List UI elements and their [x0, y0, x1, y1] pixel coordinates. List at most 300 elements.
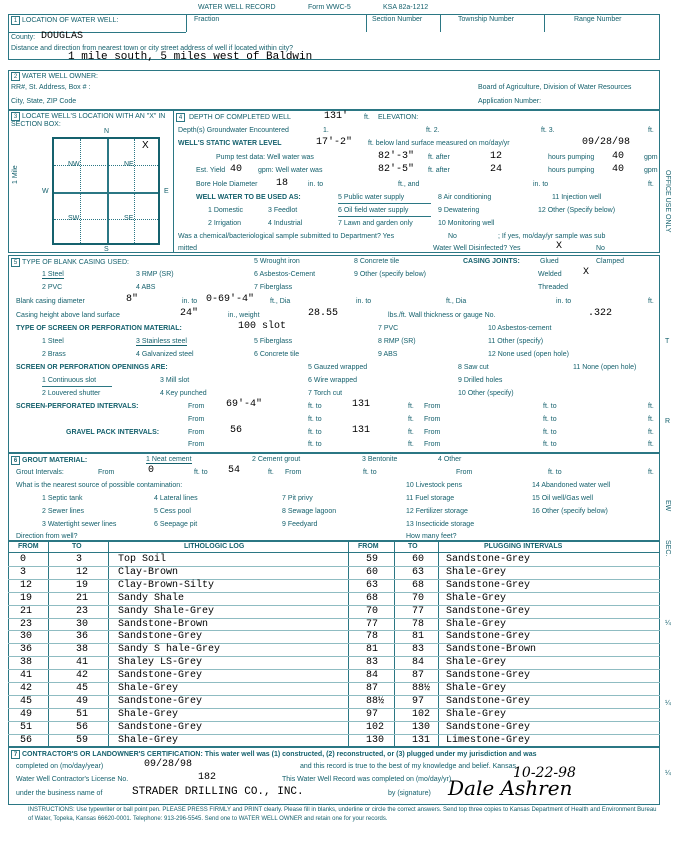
- license-value[interactable]: 182: [198, 772, 217, 783]
- log-cell-to[interactable]: 30: [76, 618, 89, 630]
- log-cell-to[interactable]: 41: [76, 657, 89, 669]
- opening-saw-cut[interactable]: 8 Saw cut: [458, 364, 489, 371]
- log-cell-to[interactable]: 59: [76, 734, 89, 746]
- log-cell-lithology[interactable]: Shaley LS-Grey: [118, 657, 203, 669]
- gp-to-label-4: ft. to: [543, 441, 557, 448]
- log-cell-plug-to[interactable]: 78: [412, 618, 425, 630]
- grout-bentonite[interactable]: 3 Bentonite: [362, 456, 398, 463]
- log-cell-from[interactable]: 0: [20, 554, 27, 565]
- log-cell-lithology[interactable]: Sandstone-Brown: [118, 618, 209, 630]
- log-cell-to[interactable]: 12: [76, 566, 89, 578]
- county-label: County:: [11, 34, 36, 41]
- log-cell-lithology[interactable]: Top Soil: [118, 554, 167, 565]
- log-cell-lithology[interactable]: Sandy Shale-Grey: [118, 605, 215, 617]
- screen-material-label: TYPE OF SCREEN OR PERFORATION MATERIAL:: [16, 325, 182, 332]
- screen-steel[interactable]: 1 Steel: [42, 338, 64, 345]
- log-cell-plug-to[interactable]: 84: [412, 657, 425, 669]
- distance-label: Distance and direction from nearest town or city street address of well if located within city?: [11, 45, 294, 52]
- log-cell-plugging[interactable]: Sandstone-Brown: [446, 644, 537, 656]
- log-cell-to[interactable]: 45: [76, 683, 89, 694]
- sp-to-label-2: ft. to: [543, 403, 557, 410]
- gi-from-label-3: From: [456, 469, 473, 476]
- source-seepage[interactable]: 6 Seepage pit: [154, 521, 198, 528]
- board-text: Board of Agriculture, Division of Water Resources: [478, 84, 632, 91]
- log-cell-to[interactable]: 38: [76, 644, 89, 656]
- use-air-conditioning[interactable]: 8 Air conditioning: [438, 194, 492, 201]
- log-cell-plugging[interactable]: Sandstone-Grey: [446, 554, 531, 565]
- grid-west-label: W: [42, 188, 49, 195]
- log-cell-plugging[interactable]: Shale-Grey: [446, 566, 507, 578]
- opening-continuous[interactable]: 1 Continuous slot: [42, 377, 97, 384]
- record-completed-value[interactable]: 10-22-98: [513, 765, 576, 781]
- log-cell-plug-from[interactable]: 130: [366, 734, 385, 746]
- gi-to-label-3: ft. to: [548, 469, 562, 476]
- log-cell-plug-from[interactable]: 102: [366, 721, 385, 733]
- chem-sample-tail: ; If yes, mo/day/yr sample was sub: [498, 233, 606, 240]
- casing-asbestos[interactable]: 6 Asbestos-Cement: [254, 271, 316, 278]
- bore-in-to-2: in. to: [533, 181, 549, 188]
- county-value[interactable]: DOUGLAS: [41, 31, 84, 42]
- log-header-from: FROM: [18, 543, 39, 550]
- log-cell-plug-to[interactable]: 68: [412, 579, 425, 591]
- joint-glued[interactable]: Glued: [540, 258, 559, 265]
- log-cell-from[interactable]: 19: [20, 592, 33, 604]
- log-cell-from[interactable]: 41: [20, 670, 33, 682]
- joint-welded[interactable]: Welded: [538, 271, 562, 278]
- table-row: [8, 592, 660, 605]
- city-state-zip-label: City, State, ZIP Code: [11, 98, 77, 105]
- screen-none[interactable]: 12 None used (open hole): [488, 351, 569, 358]
- sp-from-label-3: From: [188, 416, 205, 423]
- log-cell-plugging[interactable]: Limestone-Grey: [446, 734, 531, 746]
- log-cell-from[interactable]: 21: [20, 605, 33, 617]
- log-cell-plug-to[interactable]: 88½: [412, 683, 431, 694]
- log-cell-plug-from[interactable]: 68: [366, 592, 379, 604]
- log-cell-from[interactable]: 38: [20, 657, 33, 669]
- bore-diameter-value[interactable]: 18: [276, 178, 289, 189]
- table-row: [8, 566, 660, 579]
- business-name-label: under the business name of: [16, 790, 103, 797]
- disinfected-no[interactable]: No: [596, 245, 605, 252]
- gi-to-value[interactable]: 54: [228, 465, 241, 476]
- casing-abs[interactable]: 4 ABS: [136, 284, 156, 291]
- log-cell-lithology[interactable]: Clay-Brown-Silty: [118, 579, 215, 591]
- grid-east-label: E: [164, 188, 169, 195]
- grout-neat-cement[interactable]: 1 Neat cement: [146, 456, 192, 463]
- log-cell-plugging[interactable]: Sandstone-Grey: [446, 721, 531, 733]
- opening-torch-cut[interactable]: 7 Torch cut: [308, 390, 343, 397]
- joint-clamped[interactable]: Clamped: [596, 258, 625, 265]
- log-cell-plug-to[interactable]: 102: [412, 708, 431, 720]
- section-location-grid[interactable]: [52, 137, 160, 245]
- opening-gauzed[interactable]: 5 Gauzed wrapped: [308, 364, 368, 371]
- gp-from-label-2: From: [424, 429, 441, 436]
- gi-ft: ft.: [268, 469, 274, 476]
- log-cell-to[interactable]: 21: [76, 592, 89, 604]
- use-industrial[interactable]: 4 Industrial: [268, 220, 303, 227]
- use-dewatering[interactable]: 9 Dewatering: [438, 207, 480, 214]
- gravel-intervals-label: GRAVEL PACK INTERVALS:: [66, 429, 160, 436]
- log-cell-plug-to[interactable]: 130: [412, 721, 431, 733]
- pump-test-gpm[interactable]: 40: [612, 151, 625, 162]
- log-cell-to[interactable]: 23: [76, 605, 89, 617]
- log-cell-plugging[interactable]: Shale-Grey: [446, 708, 507, 720]
- use-oil-field[interactable]: 6 Oil field water supply: [338, 207, 409, 214]
- blank-ft-dia: ft., Dia: [270, 298, 291, 305]
- log-cell-plug-to[interactable]: 131: [412, 734, 431, 746]
- grid-south-label: S: [104, 246, 109, 253]
- log-cell-lithology[interactable]: Sandy Shale: [118, 592, 185, 604]
- log-cell-lithology[interactable]: Sandstone-Grey: [118, 670, 203, 682]
- log-cell-plug-from[interactable]: 60: [366, 566, 379, 578]
- screen-other[interactable]: 11 Other (specify): [488, 338, 544, 345]
- source-lateral[interactable]: 4 Lateral lines: [154, 495, 198, 502]
- log-cell-plugging[interactable]: Sandstone-Grey: [446, 579, 531, 591]
- gp-ft-1: ft.: [408, 429, 414, 436]
- log-cell-from[interactable]: 30: [20, 631, 33, 643]
- grid-ne-label: NE: [124, 161, 134, 168]
- log-cell-plug-from[interactable]: 88½: [366, 695, 385, 707]
- sidebar-sec: SEC.: [664, 540, 671, 557]
- completed-tail: and this record is true to the best of my knowledge and belief. Kansas: [300, 763, 516, 770]
- depth-value[interactable]: 131': [324, 111, 349, 122]
- chem-sample-label: Was a chemical/bacteriological sample submitted to Department? Yes: [178, 233, 395, 240]
- groundwater-2: ft. 2.: [426, 127, 440, 134]
- log-cell-lithology[interactable]: Shale-Grey: [118, 734, 179, 746]
- gi-ft-3: ft.: [648, 469, 654, 476]
- joint-welded-x[interactable]: X: [583, 267, 590, 278]
- screen-pvc[interactable]: 7 PVC: [378, 325, 399, 332]
- screen-asbestos[interactable]: 10 Asbestos-cement: [488, 325, 552, 332]
- est-yield-level[interactable]: 82'-5": [378, 164, 415, 175]
- screen-galvanized[interactable]: 4 Galvanized steel: [136, 351, 194, 358]
- screen-concrete[interactable]: 6 Concrete tile: [254, 351, 300, 358]
- groundwater-label: Depth(s) Groundwater Encountered: [178, 127, 289, 134]
- source-abandoned[interactable]: 14 Abandoned water well: [532, 482, 611, 489]
- water-use-label: WELL WATER TO BE USED AS:: [196, 194, 301, 201]
- log-cell-plugging[interactable]: Sandstone-Grey: [446, 670, 531, 682]
- gp-to-label-3: ft. to: [308, 441, 322, 448]
- grout-cement[interactable]: 2 Cement grout: [252, 456, 301, 463]
- log-cell-plug-from[interactable]: 78: [366, 631, 379, 643]
- opening-mill-slot[interactable]: 3 Mill slot: [160, 377, 190, 384]
- log-cell-plug-from[interactable]: 87: [366, 683, 379, 694]
- gp-to-label-2: ft. to: [543, 429, 557, 436]
- screen-rmp[interactable]: 8 RMP (SR): [378, 338, 416, 345]
- log-cell-plug-to[interactable]: 87: [412, 670, 425, 682]
- log-cell-plug-from[interactable]: 63: [366, 579, 379, 591]
- static-level-label: WELL'S STATIC WATER LEVEL: [178, 140, 282, 147]
- log-cell-plugging[interactable]: Shale-Grey: [446, 618, 507, 630]
- source-pit-privy[interactable]: 7 Pit privy: [282, 495, 313, 502]
- table-row: [8, 630, 660, 643]
- gi-to-label-2: ft. to: [363, 469, 377, 476]
- source-sewer[interactable]: 2 Sewer lines: [42, 508, 85, 515]
- source-other[interactable]: 16 Other (specify below): [532, 508, 608, 515]
- casing-other[interactable]: 9 Other (specify below): [354, 271, 426, 278]
- source-fuel[interactable]: 11 Fuel storage: [406, 495, 455, 502]
- casing-concrete-tile[interactable]: 8 Concrete tile: [354, 258, 400, 265]
- form-number: Form WWC-5: [308, 4, 351, 11]
- sp-to-value-1[interactable]: 131: [352, 399, 371, 410]
- blank-diameter-value[interactable]: 8": [126, 294, 139, 305]
- form-title: WATER WELL RECORD: [198, 4, 276, 11]
- log-cell-from[interactable]: 42: [20, 683, 33, 694]
- log-cell-from[interactable]: 45: [20, 695, 33, 707]
- signature-label: by (signature): [388, 790, 431, 797]
- use-injection-well[interactable]: 11 Injection well: [552, 194, 602, 201]
- log-cell-lithology[interactable]: Sandy S hale-Grey: [118, 644, 221, 656]
- table-row: [8, 605, 660, 618]
- log-cell-to[interactable]: 51: [76, 708, 89, 720]
- groundwater-ft: ft.: [648, 127, 654, 134]
- table-row: [8, 656, 660, 669]
- sidebar-r: R: [665, 418, 671, 425]
- completed-label: completed on (mo/day/year): [16, 763, 104, 770]
- sp-from-value-1[interactable]: 69'-4": [226, 399, 263, 410]
- blank-ft-dia-2: ft., Dia: [446, 298, 467, 305]
- log-cell-plug-from[interactable]: 77: [366, 618, 379, 630]
- screen-fiberglass[interactable]: 5 Fiberglass: [254, 338, 293, 345]
- use-lawn-garden[interactable]: 7 Lawn and garden only: [338, 220, 413, 227]
- screen-brass[interactable]: 2 Brass: [42, 351, 66, 358]
- gi-from-label-2: From: [285, 469, 302, 476]
- sp-ft-2: ft.: [648, 403, 654, 410]
- casing-gauge-label: lbs./ft. Wall thickness or gauge No.: [388, 312, 496, 319]
- township-label: Township Number: [458, 16, 515, 23]
- gi-from-label: From: [98, 469, 115, 476]
- table-row: [8, 643, 660, 656]
- screen-material-value[interactable]: 100 slot: [238, 321, 287, 332]
- est-yield-after: ft. after: [428, 167, 450, 174]
- log-cell-to[interactable]: 56: [76, 721, 89, 733]
- opening-none[interactable]: 11 None (open hole): [573, 364, 637, 371]
- blank-in-to-3: in. to: [556, 298, 572, 305]
- pump-test-hours[interactable]: 12: [490, 151, 503, 162]
- use-public-water[interactable]: 5 Public water supply: [338, 194, 405, 201]
- section-number-label: Section Number: [372, 16, 423, 23]
- casing-type-label: 5 TYPE OF BLANK CASING USED:: [11, 258, 129, 267]
- gp-ft-3: ft.: [408, 441, 414, 448]
- log-cell-lithology[interactable]: Shale-Grey: [118, 708, 179, 720]
- chem-sample-mitted: mitted: [178, 245, 198, 252]
- grout-intervals-label: Grout Intervals:: [16, 469, 64, 476]
- sidebar-t: T: [665, 338, 670, 345]
- log-cell-plugging[interactable]: Shale-Grey: [446, 657, 507, 669]
- blank-to-value[interactable]: 0-69'-4": [206, 294, 255, 305]
- log-cell-plug-to[interactable]: 60: [412, 554, 425, 565]
- log-header-from-2: FROM: [358, 543, 379, 550]
- opening-other[interactable]: 10 Other (specify): [458, 390, 514, 397]
- sp-to-label-4: ft. to: [543, 416, 557, 423]
- use-other[interactable]: 12 Other (Specify below): [538, 207, 616, 214]
- gp-ft-2: ft.: [648, 429, 654, 436]
- source-lagoon[interactable]: 8 Sewage lagoon: [282, 508, 337, 515]
- casing-rmp[interactable]: 3 RMP (SR): [136, 271, 174, 278]
- casing-fiberglass[interactable]: 7 Fiberglass: [254, 284, 293, 291]
- section-3-label: 3 LOCATE WELL'S LOCATION WITH AN "X" IN SECTION BOX:: [11, 113, 166, 128]
- how-many-feet-label: How many feet?: [406, 533, 457, 540]
- casing-wrought-iron[interactable]: 5 Wrought iron: [254, 258, 300, 265]
- signature-value[interactable]: Dale Ashren: [448, 776, 573, 800]
- log-cell-plug-to[interactable]: 81: [412, 631, 425, 643]
- opening-wire-wrapped[interactable]: 6 Wire wrapped: [308, 377, 358, 384]
- use-domestic[interactable]: 1 Domestic: [208, 207, 244, 214]
- use-irrigation[interactable]: 2 Irrigation: [208, 220, 242, 227]
- chem-sample-no[interactable]: No: [448, 233, 457, 240]
- static-level-text: ft. below land surface measured on mo/day/yr: [368, 140, 510, 147]
- log-cell-plug-to[interactable]: 83: [412, 644, 425, 656]
- sp-from-label-4: From: [424, 416, 441, 423]
- est-yield-gpm[interactable]: 40: [612, 164, 625, 175]
- source-feedyard[interactable]: 9 Feedyard: [282, 521, 318, 528]
- business-name-value[interactable]: STRADER DRILLING CO., INC.: [132, 786, 304, 798]
- casing-joints-label: CASING JOINTS:: [463, 258, 520, 265]
- source-oil-gas[interactable]: 15 Oil well/Gas well: [532, 495, 594, 502]
- table-row: [8, 708, 660, 721]
- log-cell-plugging[interactable]: Sandstone-Grey: [446, 605, 531, 617]
- sidebar-ew: EW: [664, 500, 671, 512]
- log-cell-from[interactable]: 23: [20, 618, 33, 630]
- table-row: [8, 579, 660, 592]
- table-row: [8, 695, 660, 708]
- gi-to-label: ft. to: [194, 469, 208, 476]
- casing-weight-value[interactable]: 28.55: [308, 308, 339, 319]
- table-row: [8, 682, 660, 695]
- log-cell-from[interactable]: 56: [20, 734, 33, 746]
- casing-steel[interactable]: 1 Steel: [42, 271, 64, 278]
- blank-in-to: in. to: [182, 298, 198, 305]
- groundwater-1: 1.: [323, 127, 329, 134]
- opening-louvered[interactable]: 2 Louvered shutter: [42, 390, 101, 397]
- log-cell-to[interactable]: 36: [76, 631, 89, 643]
- gp-to-value-1[interactable]: 131: [352, 425, 371, 436]
- log-cell-plugging[interactable]: Shale-Grey: [446, 592, 507, 604]
- log-cell-from[interactable]: 36: [20, 644, 33, 656]
- log-cell-plug-from[interactable]: 59: [366, 554, 379, 565]
- log-cell-plugging[interactable]: Sandstone-Grey: [446, 631, 531, 643]
- distance-value[interactable]: 1 mile south, 5 miles west of Baldwin: [68, 51, 313, 63]
- direction-label: Direction from well?: [16, 533, 78, 540]
- grid-x-mark: X: [142, 140, 149, 151]
- source-watertight[interactable]: 3 Watertight sewer lines: [42, 521, 117, 528]
- est-yield-hours[interactable]: 24: [490, 164, 503, 175]
- gp-from-value-1[interactable]: 56: [230, 425, 243, 436]
- log-cell-to[interactable]: 42: [76, 670, 89, 682]
- joint-threaded[interactable]: Threaded: [538, 284, 568, 291]
- section-2-label: 2 WATER WELL OWNER:: [11, 72, 98, 81]
- log-cell-to[interactable]: 19: [76, 579, 89, 591]
- log-cell-from[interactable]: 49: [20, 708, 33, 720]
- gp-from-label-1: From: [188, 429, 205, 436]
- casing-height-value[interactable]: 24": [180, 308, 199, 319]
- pump-test-level[interactable]: 82'-3": [378, 151, 415, 162]
- log-cell-lithology[interactable]: Sandstone-Grey: [118, 695, 203, 707]
- form-ksa: KSA 82a-1212: [383, 4, 429, 11]
- sp-to-label-3: ft. to: [308, 416, 322, 423]
- log-cell-lithology[interactable]: Sandstone-Grey: [118, 721, 203, 733]
- screen-abs[interactable]: 9 ABS: [378, 351, 398, 358]
- log-header-lithologic: LITHOLOGIC LOG: [184, 543, 245, 550]
- log-cell-plugging[interactable]: Shale-Grey: [446, 683, 507, 694]
- est-yield-gpm-unit: gpm: [644, 167, 658, 174]
- log-cell-plugging[interactable]: Sandstone-Grey: [446, 695, 531, 707]
- log-cell-to[interactable]: 3: [76, 554, 83, 565]
- use-monitoring-well[interactable]: 10 Monitoring well: [438, 220, 495, 227]
- source-cess-pool[interactable]: 5 Cess pool: [154, 508, 191, 515]
- groundwater-3: ft. 3.: [541, 127, 555, 134]
- use-feedlot[interactable]: 3 Feedlot: [268, 207, 298, 214]
- grid-nw-label: NW: [68, 161, 80, 168]
- source-insecticide[interactable]: 13 Insecticide storage: [406, 521, 475, 528]
- log-cell-lithology[interactable]: Shale-Grey: [118, 683, 179, 694]
- log-cell-to[interactable]: 49: [76, 695, 89, 707]
- log-cell-plug-from[interactable]: 83: [366, 657, 379, 669]
- screen-intervals-label: SCREEN-PERFORATED INTERVALS:: [16, 403, 139, 410]
- log-cell-plug-from[interactable]: 97: [366, 708, 379, 720]
- opening-key-punched[interactable]: 4 Key punched: [160, 390, 207, 397]
- source-livestock[interactable]: 10 Livestock pens: [406, 482, 463, 489]
- source-septic[interactable]: 1 Septic tank: [42, 495, 83, 502]
- pump-test-gpm-unit: gpm: [644, 154, 658, 161]
- log-cell-from[interactable]: 3: [20, 566, 27, 578]
- license-label: Water Well Contractor's License No.: [16, 776, 129, 783]
- casing-pvc[interactable]: 2 PVC: [42, 284, 63, 291]
- depth-label: DEPTH OF COMPLETED WELL: [189, 114, 291, 121]
- log-cell-from[interactable]: 12: [20, 579, 33, 591]
- sp-ft-1: ft.: [408, 403, 414, 410]
- sidebar-quarter-3: ¼: [665, 770, 671, 777]
- pump-test-hours-label: hours pumping: [548, 154, 595, 161]
- grid-se-label: SE: [124, 215, 134, 222]
- pump-test-after: ft. after: [428, 154, 450, 161]
- log-cell-plug-from[interactable]: 70: [366, 605, 379, 617]
- log-cell-plug-from[interactable]: 84: [366, 670, 379, 682]
- static-level-value[interactable]: 17'-2": [316, 137, 353, 148]
- table-row: [8, 669, 660, 682]
- est-yield-value[interactable]: 40: [230, 164, 243, 175]
- sp-ft-4: ft.: [648, 416, 654, 423]
- grid-mile-label: 1 Mile: [12, 165, 19, 184]
- log-cell-plug-to[interactable]: 77: [412, 605, 425, 617]
- log-cell-from[interactable]: 51: [20, 721, 33, 733]
- sp-ft-3: ft.: [408, 416, 414, 423]
- gi-from-value[interactable]: 0: [148, 465, 155, 476]
- log-cell-plug-to[interactable]: 70: [412, 592, 425, 604]
- log-cell-plug-to[interactable]: 63: [412, 566, 425, 578]
- blank-ft: ft.: [648, 298, 654, 305]
- static-level-date[interactable]: 09/28/98: [582, 137, 631, 148]
- completed-value[interactable]: 09/28/98: [144, 759, 193, 770]
- disinfected-x[interactable]: X: [556, 241, 563, 252]
- source-fertilizer[interactable]: 12 Fertilizer storage: [406, 508, 468, 515]
- log-cell-plug-from[interactable]: 81: [366, 644, 379, 656]
- table-row: [8, 618, 660, 631]
- casing-gauge-value[interactable]: .322: [588, 308, 613, 319]
- grout-other[interactable]: 4 Other: [438, 456, 462, 463]
- application-number-label: Application Number:: [478, 98, 542, 105]
- est-yield-label: Est. Yield: [196, 167, 226, 174]
- owner-address-label: RR#, St. Address, Box # :: [11, 84, 91, 91]
- opening-drilled[interactable]: 9 Drilled holes: [458, 377, 503, 384]
- log-header-plugging: PLUGGING INTERVALS: [484, 543, 563, 550]
- screen-stainless[interactable]: 3 Stainless steel: [136, 338, 187, 345]
- log-cell-lithology[interactable]: Sandstone-Grey: [118, 631, 203, 643]
- est-yield-hours-label: hours pumping: [548, 167, 595, 174]
- grout-material-label: 6 GROUT MATERIAL:: [11, 456, 87, 465]
- log-cell-plug-to[interactable]: 97: [412, 695, 425, 707]
- log-cell-lithology[interactable]: Clay-Brown: [118, 566, 179, 578]
